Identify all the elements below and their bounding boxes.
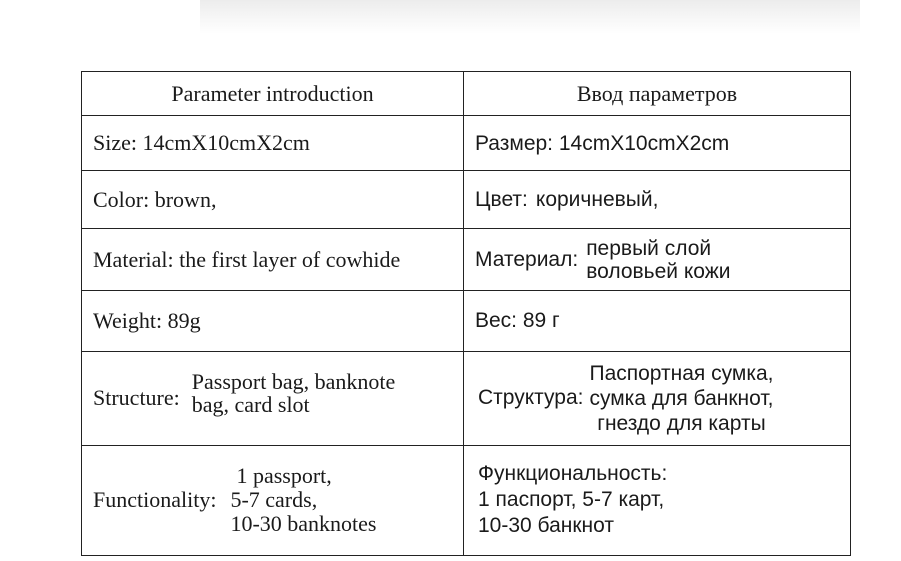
functionality-ru-cell (464, 445, 851, 555)
header-en: Parameter introduction (82, 72, 464, 116)
structure-en-content (93, 369, 463, 418)
table-row-size (82, 116, 851, 171)
structure-en-value-line: Passport bag, banknote (191, 369, 396, 395)
material-ru-value (586, 237, 730, 283)
header-ru: Ввод параметров (464, 72, 851, 116)
functionality-en-content (93, 464, 463, 536)
size-en-text: Size: 14cmX10cmX2cm (93, 130, 310, 156)
color-ru-value: коричневый, (535, 187, 659, 211)
size-ru-cell (464, 116, 851, 171)
structure-en-label: Structure: (93, 385, 180, 411)
functionality-en-label: Functionality: (93, 487, 217, 513)
weight-ru-text: Вес: 89 г (475, 309, 560, 333)
functionality-en-value-line: 1 passport, (236, 463, 332, 489)
functionality-en-value-line: 10-30 banknotes (230, 511, 377, 537)
structure-ru-value-line: сумка для банкнот, (589, 386, 774, 410)
structure-en-value-line: bag, card slot (191, 392, 310, 418)
material-en-cell (82, 229, 464, 291)
table-header-row (82, 72, 851, 116)
size-en-cell (82, 116, 464, 171)
top-shadow-band (200, 0, 860, 34)
functionality-ru-content (478, 461, 850, 539)
material-en-text: Material: the first layer of cowhide (93, 246, 401, 272)
weight-ru-cell (464, 291, 851, 351)
weight-en-text: Weight: 89g (93, 307, 201, 333)
table-row-color (82, 171, 851, 229)
structure-en-cell (82, 351, 464, 445)
table-row-weight (82, 291, 851, 351)
structure-ru-value-line: Паспортная сумка, (589, 361, 774, 385)
color-ru-label: Цвет: (475, 187, 528, 211)
functionality-en-value (230, 464, 376, 536)
structure-ru-label: Структура: (478, 386, 584, 410)
table-row-material (82, 229, 851, 291)
functionality-ru-line: 10-30 банкнот (478, 514, 614, 538)
table-row-functionality (82, 445, 851, 555)
functionality-en-value-line: 5-7 cards, (230, 487, 318, 513)
material-ru-label: Материал: (475, 247, 579, 271)
functionality-ru-line: 1 паспорт, 5-7 карт, (478, 488, 665, 512)
color-en-cell (82, 171, 464, 229)
table-row-structure (82, 351, 851, 445)
material-ru-value-line: первый слой (586, 236, 712, 260)
structure-ru-content (478, 361, 850, 436)
functionality-en-cell (82, 445, 464, 555)
structure-ru-value (589, 361, 773, 436)
color-ru-content (475, 188, 850, 212)
structure-en-value (192, 370, 395, 416)
structure-ru-value-line: гнездо для карты (597, 411, 766, 435)
structure-ru-cell (464, 351, 851, 445)
material-ru-cell (464, 229, 851, 291)
parameter-table (81, 71, 851, 556)
weight-en-cell (82, 291, 464, 351)
color-en-text: Color: brown, (93, 186, 217, 212)
functionality-ru-line: Функциональность: (478, 462, 668, 486)
material-ru-value-line: воловьей кожи (586, 259, 731, 283)
size-ru-text: Размер: 14cmX10cmX2cm (475, 131, 730, 155)
color-ru-cell (464, 171, 851, 229)
material-ru-content (475, 237, 850, 283)
